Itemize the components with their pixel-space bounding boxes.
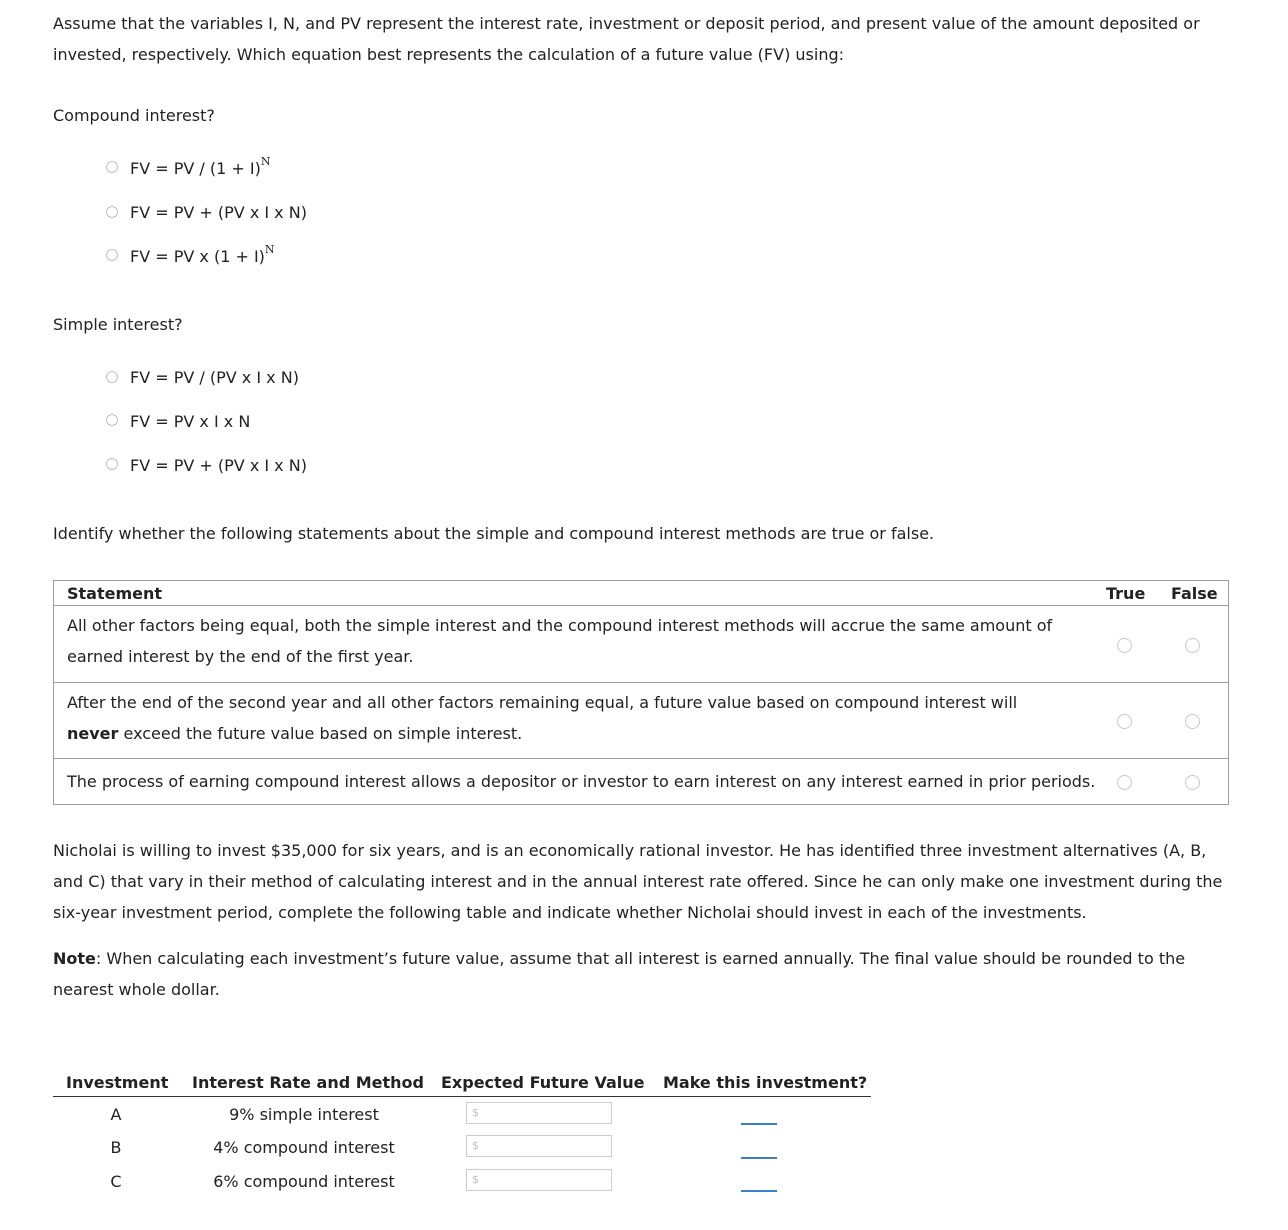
statement-text-end: exceed the future value based on simple interest. (118, 724, 523, 743)
radio-button[interactable] (106, 458, 118, 470)
radio-button[interactable] (106, 206, 118, 218)
statement-text: The process of earning compound interest allows a depositor or investor to earn interest on any interest earned in prior periods. (67, 772, 1096, 791)
note-text: : When calculating each investment’s future value, assume that all interest is earned annually. The final value should be rounded to the nearest whole dollar. (53, 949, 1186, 999)
make-investment-dropdown[interactable] (741, 1190, 777, 1192)
table-row (54, 606, 1228, 683)
nicholai-paragraph: Nicholai is willing to invest $35,000 for six years, and is an economically rational investor. He has identified three investment alternatives (A, B, and C) that vary in their method of calculating interest and in the annual interest rate offered. Since he can only make one investment during the six-year investment period, complete the following table and indicate whether Nicholai should invest in each of the investments. (53, 841, 1223, 922)
note-label: Note (53, 949, 96, 968)
future-value-input[interactable]: $ (466, 1169, 612, 1191)
investment-header: Investment (66, 1073, 169, 1092)
rate-header: Interest Rate and Method (192, 1073, 424, 1092)
true-false-table (53, 580, 1229, 805)
rate-method: 4% compound interest (213, 1138, 395, 1157)
investment-id: C (110, 1172, 122, 1191)
true-radio[interactable] (1117, 775, 1132, 790)
option-label[interactable]: FV = PV / (PV x I x N) (130, 368, 299, 387)
option-label[interactable]: FV = PV x I x N (130, 412, 251, 431)
statement-text: All other factors being equal, both the simple interest and the compound interest methods will accrue the same amount of earned interest by the end of the first year. (67, 616, 1053, 666)
option-label[interactable] (130, 243, 275, 266)
radio-button[interactable] (106, 161, 118, 173)
false-header: False (1171, 584, 1218, 603)
header-divider (53, 1096, 871, 1097)
formula-base: FV = PV / (1 + I) (130, 159, 261, 178)
false-radio[interactable] (1185, 714, 1200, 729)
option-label[interactable]: FV = PV + (PV x I x N) (130, 203, 307, 222)
false-radio[interactable] (1185, 775, 1200, 790)
fv-header: Expected Future Value (441, 1073, 645, 1092)
future-value-input[interactable]: $ (466, 1135, 612, 1157)
investment-id: B (110, 1138, 122, 1157)
note-paragraph (53, 943, 1228, 1005)
table-header (54, 581, 1228, 606)
emphasis-never: never (67, 724, 119, 743)
rate-method: 9% simple interest (229, 1105, 379, 1124)
intro-text: Assume that the variables I, N, and PV represent the interest rate, investment or deposit period, and present value of the amount deposited or invested, respectively. Which equation best represents the calculation of a future value (FV) using: (53, 14, 1200, 64)
true-radio[interactable] (1117, 714, 1132, 729)
statement-text (67, 687, 1067, 749)
statement-text-start: After the end of the second year and all other factors remaining equal, a future value based on compound interest will (67, 693, 1018, 712)
option-label[interactable] (130, 155, 271, 178)
make-investment-dropdown[interactable] (741, 1157, 777, 1159)
formula-exponent: N (264, 243, 275, 256)
radio-button[interactable] (106, 414, 118, 426)
tf-instruction: Identify whether the following statements about the simple and compound interest methods are true or false. (53, 524, 935, 543)
compound-question: Compound interest? (53, 106, 215, 125)
future-value-input[interactable]: $ (466, 1102, 612, 1124)
simple-question: Simple interest? (53, 315, 183, 334)
table-row (54, 759, 1228, 804)
true-radio[interactable] (1117, 638, 1132, 653)
statement-header: Statement (67, 584, 163, 603)
radio-button[interactable] (106, 371, 118, 383)
rate-method: 6% compound interest (213, 1172, 395, 1191)
formula-exponent: N (260, 155, 271, 168)
option-label[interactable]: FV = PV + (PV x I x N) (130, 456, 307, 475)
false-radio[interactable] (1185, 638, 1200, 653)
investment-id: A (110, 1105, 122, 1124)
make-investment-dropdown[interactable] (741, 1123, 777, 1125)
radio-button[interactable] (106, 249, 118, 261)
true-header: True (1106, 584, 1146, 603)
make-header: Make this investment? (663, 1073, 868, 1092)
formula-base: FV = PV x (1 + I) (130, 247, 265, 266)
table-row (54, 683, 1228, 759)
